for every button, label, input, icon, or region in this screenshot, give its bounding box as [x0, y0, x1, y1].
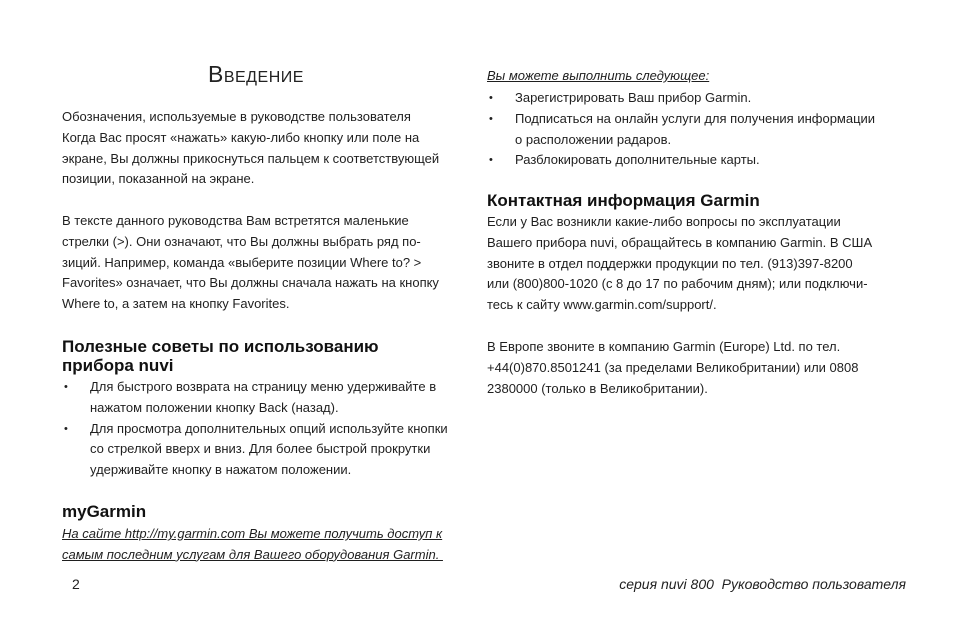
text-line: Favorites» означает, что Вы должны сначала нажать на кнопку: [62, 275, 439, 291]
text-line: удерживайте кнопку в нажатом положении.: [90, 462, 352, 478]
text-line: В Европе звоните в компанию Garmin (Europe) Ltd. по тел.: [487, 339, 841, 354]
page-title: Введение: [208, 61, 304, 87]
text-line: звоните в отдел поддержки продукции по тел. (913)397-8200: [487, 255, 853, 271]
text-line: экране, Вы должны прикоснуться пальцем к соответствующей: [62, 150, 440, 166]
text-line: о расположении радаров.: [515, 131, 672, 147]
heading-line: прибора nuvi: [62, 356, 174, 375]
bullet-icon: •: [489, 154, 493, 167]
tips-heading: [62, 337, 474, 375]
options-note: Вы можете выполнить следующее:: [487, 68, 710, 83]
arrows-paragraph: [62, 211, 474, 315]
text-line: Зарегистрировать Ваш прибор Garmin.: [515, 90, 752, 105]
list-item: [487, 109, 907, 151]
text-line: 2380000 (только в Великобритании).: [487, 380, 708, 396]
list-item: [487, 150, 907, 171]
options-list: [487, 88, 907, 171]
text-line: В тексте данного руководства Вам встретятся маленькие: [62, 213, 409, 228]
footer-doc-title: серия nuvi 800 Руководство пользователя: [619, 576, 906, 592]
text-line: Обозначения, используемые в руководстве пользователя: [62, 109, 411, 124]
text-line: зиций. Например, команда «выберите позиции Where to? >: [62, 254, 422, 270]
text-line: Where to, а затем на кнопку Favorites.: [62, 296, 290, 312]
text-line: На сайте http://my.garmin.com Вы можете получить доступ к: [62, 526, 443, 541]
bullet-icon: •: [64, 381, 68, 393]
text-line: или (800)800-1020 (с 8 до 17 по рабочим дням); или подключи-: [487, 276, 868, 292]
heading-line: Полезные советы по использованию: [62, 337, 379, 356]
text-line: со стрелкой вверх и вниз. Для более быстрой прокрутки: [90, 441, 431, 457]
text-line: Если у Вас возникли какие-либо вопросы по эксплуатации: [487, 214, 841, 229]
text-line: Разблокировать дополнительные карты.: [515, 152, 760, 168]
contact-eu-paragraph: [487, 337, 907, 399]
bullet-icon: •: [489, 112, 493, 125]
list-item: [62, 419, 474, 481]
text-line: Для просмотра дополнительных опций используйте кнопки: [90, 420, 448, 436]
text-line: Вашего прибора nuvi, обращайтесь в компанию Garmin. В США: [487, 234, 873, 250]
page-number: 2: [72, 576, 80, 592]
text-line: Для быстрого возврата на страницу меню удерживайте в: [90, 379, 437, 394]
text-line: стрелки (>). Они означают, что Вы должны выбрать ряд по-: [62, 233, 421, 249]
text-line: нажатом положении кнопку Back (назад).: [90, 399, 339, 415]
bullet-icon: •: [64, 422, 68, 435]
contact-heading: Контактная информация Garmin: [487, 191, 760, 210]
list-item: [487, 88, 907, 109]
tips-list: [62, 377, 474, 481]
text-line: Когда Вас просят «нажать» какую-либо кнопку или поле на: [62, 129, 420, 145]
text-line: самым последним услугам для Вашего оборудования Garmin.: [62, 546, 443, 562]
bullet-icon: •: [489, 92, 493, 104]
mygarmin-note: [62, 524, 474, 566]
text-line: Подписаться на онлайн услуги для получения информации: [515, 110, 876, 126]
text-line: +44(0)870.8501241 (за пределами Великобритании) или 0808: [487, 359, 859, 375]
mygarmin-heading: myGarmin: [62, 502, 147, 521]
text-line: тесь к сайту www.garmin.com/support/.: [487, 297, 717, 313]
contact-us-paragraph: [487, 212, 907, 316]
intro-paragraph: [62, 107, 474, 190]
list-item: [62, 377, 474, 419]
text-line: позиции, показанной на экране.: [62, 171, 255, 187]
